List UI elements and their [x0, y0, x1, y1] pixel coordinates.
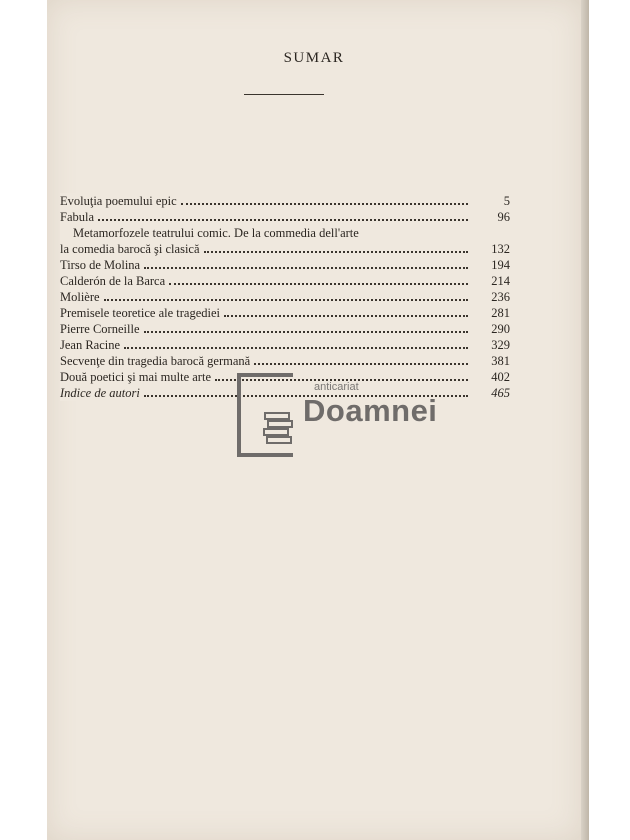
dot-leader — [224, 314, 468, 317]
dot-leader — [169, 282, 468, 285]
toc-entry — [60, 273, 510, 289]
toc-entry — [60, 257, 510, 273]
toc-entry-page: 132 — [491, 242, 510, 256]
dot-leader — [144, 266, 468, 269]
toc-entry — [60, 193, 510, 209]
toc-entry-label: Calderón de la Barca — [60, 273, 169, 289]
toc-entry — [60, 353, 510, 369]
toc-entry-page: 381 — [491, 354, 510, 368]
toc-entry — [60, 305, 510, 321]
toc-entry-label: Premisele teoretice ale tragediei — [60, 305, 224, 321]
dot-leader — [254, 362, 468, 365]
toc-entry-page: 329 — [491, 338, 510, 352]
table-of-contents — [60, 193, 510, 401]
toc-entry — [60, 337, 510, 353]
toc-entry-page: 281 — [491, 306, 510, 320]
dot-leader — [144, 330, 469, 333]
toc-entry-page: 465 — [491, 386, 510, 400]
books-icon — [263, 411, 295, 445]
toc-entry-label: Indice de autori — [60, 385, 144, 401]
toc-entry-label: Tirso de Molina — [60, 257, 144, 273]
toc-entry-page: 5 — [503, 194, 510, 208]
toc-entry-label: Fabula — [60, 209, 98, 225]
toc-entry-label: la comedia barocă şi clasică — [60, 241, 204, 257]
toc-entry — [60, 321, 510, 337]
watermark — [237, 373, 477, 463]
toc-entry-page: 194 — [491, 258, 510, 272]
dot-leader — [98, 218, 468, 221]
toc-entry-label: Secvenţe din tragedia barocă germană — [60, 353, 254, 369]
dot-leader — [124, 346, 468, 349]
toc-entry-page: 236 — [491, 290, 510, 304]
toc-entry-page: 96 — [497, 210, 510, 224]
watermark-big-text: Doamnei — [303, 393, 438, 428]
dot-leader — [204, 250, 468, 253]
toc-entry — [60, 241, 510, 257]
toc-entry-label: Molière — [60, 289, 104, 305]
toc-entry — [60, 289, 510, 305]
book-page — [47, 0, 581, 840]
toc-entry — [60, 209, 510, 225]
toc-entry-label: Jean Racine — [60, 337, 124, 353]
toc-entry-page: 290 — [491, 322, 510, 336]
toc-entry-label: Metamorfozele teatrului comic. De la commedia dell'arte — [60, 225, 363, 241]
dot-leader — [181, 202, 468, 205]
dot-leader — [104, 298, 468, 301]
watermark-small-text: anticariat — [314, 381, 359, 393]
title-rule — [244, 94, 324, 95]
toc-entry-label: Două poetici şi mai multe arte — [60, 369, 215, 385]
toc-entry — [60, 225, 510, 241]
toc-entry-label: Pierre Corneille — [60, 321, 144, 337]
toc-entry-page: 402 — [491, 370, 510, 384]
toc-entry-label: Evoluţia poemului epic — [60, 193, 181, 209]
page-title: SUMAR — [283, 50, 345, 66]
page-edge — [581, 0, 589, 840]
toc-entry-page: 214 — [491, 274, 510, 288]
